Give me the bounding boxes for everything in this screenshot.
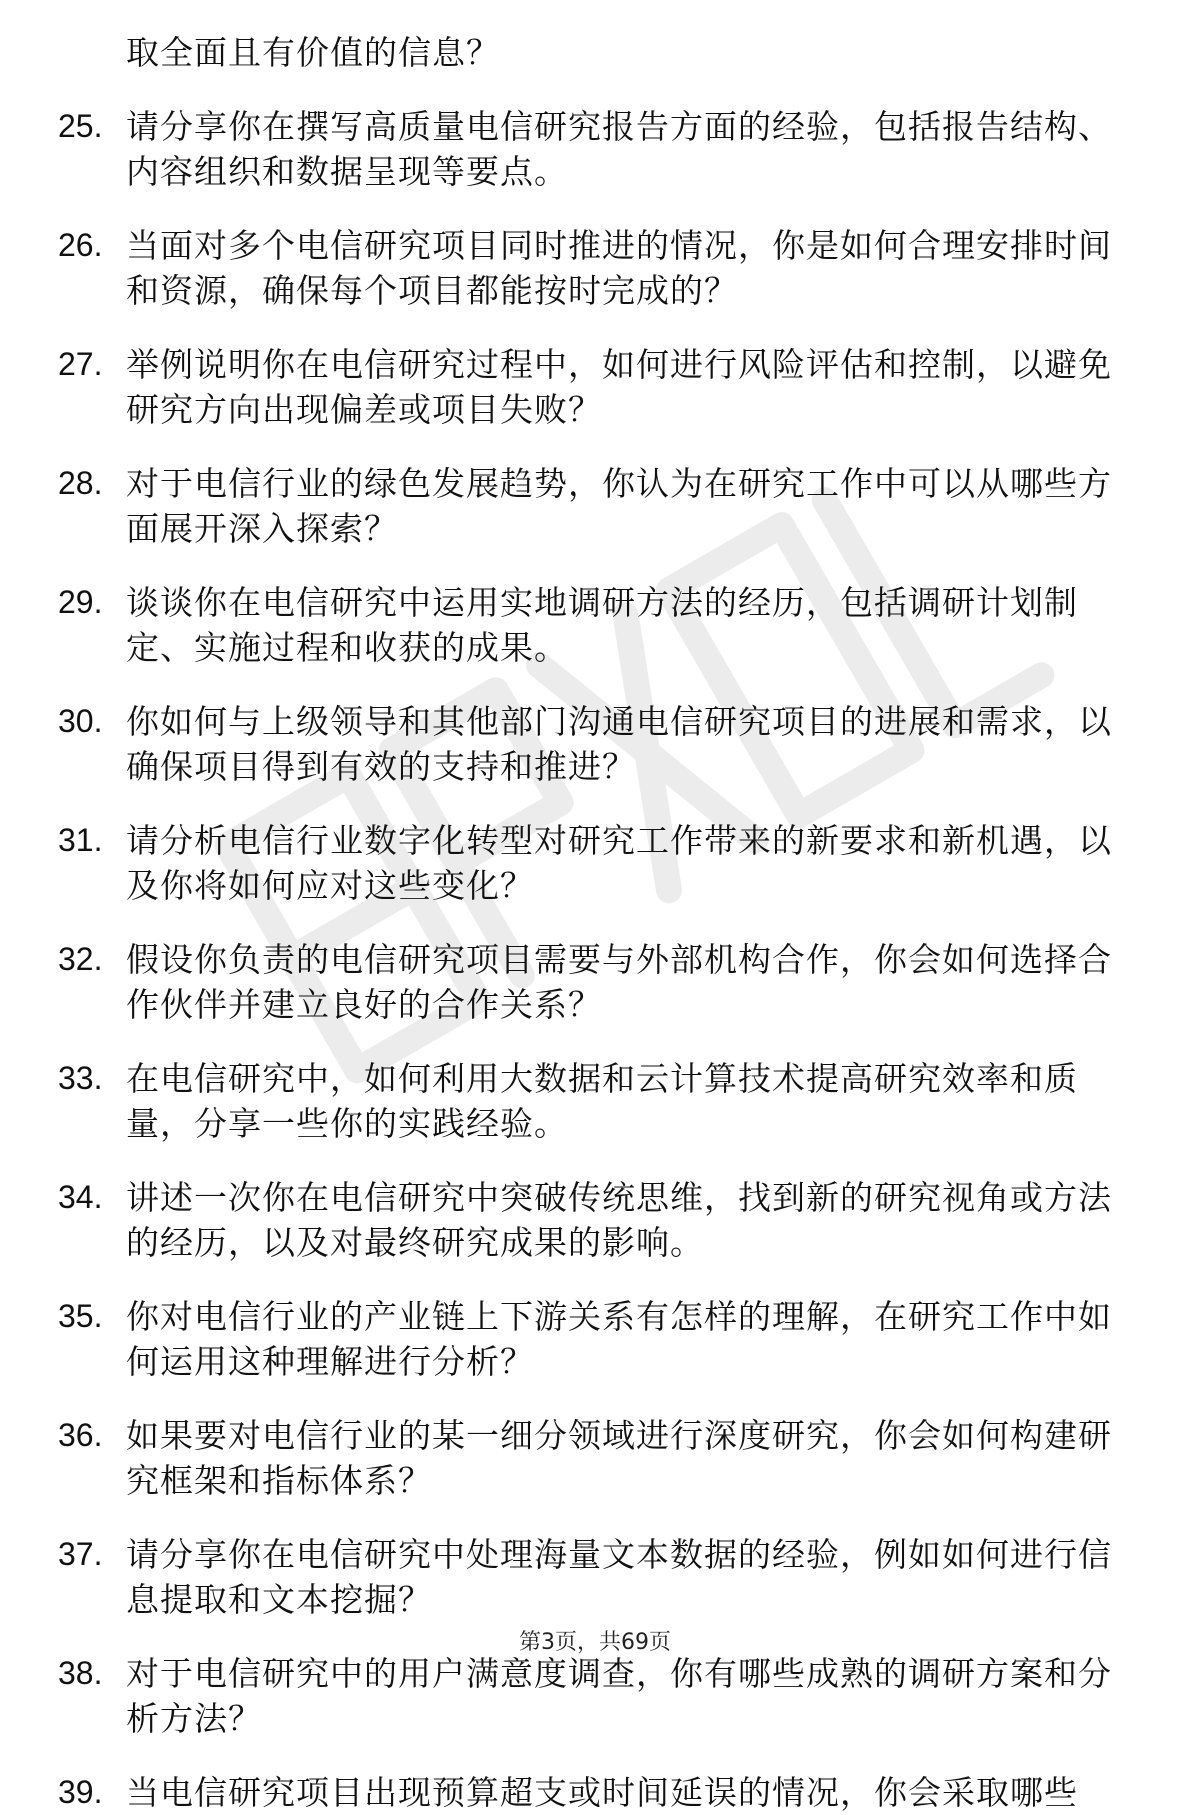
item-text: 假设你负责的电信研究项目需要与外部机构合作，你会如何选择合作伙伴并建立良好的合作关系？ [126,940,1112,1024]
list-item [58,1651,1138,1741]
item-number: 38. [58,1655,103,1691]
list-item [58,580,1138,670]
list-item [58,104,1138,194]
item-number: 39. [58,1774,103,1810]
page-number: 第3页，共69页 [519,1630,671,1655]
item-number: 37. [58,1536,103,1572]
list-item [58,1770,1138,1815]
item-number: 35. [58,1298,103,1334]
list-item [58,342,1138,432]
list-item [58,818,1138,908]
item-number: 29. [58,584,103,620]
list-item [58,1294,1138,1384]
item-text: 当电信研究项目出现预算超支或时间延误的情况，你会采取哪些 [126,1773,1078,1812]
list-item [58,1056,1138,1146]
item-text: 请分享你在电信研究中处理海量文本数据的经验，例如如何进行信息提取和文本挖掘？ [126,1535,1112,1619]
item-number: 31. [58,822,103,858]
list-item [58,937,1138,1027]
item-text: 请分析电信行业数字化转型对研究工作带来的新要求和新机遇，以及你将如何应对这些变化？ [126,821,1112,905]
item-number: 30. [58,703,103,739]
list-item [58,1175,1138,1265]
item-number: 36. [58,1417,103,1453]
item-text: 讲述一次你在电信研究中突破传统思维，找到新的研究视角或方法的经历，以及对最终研究成果的影响。 [126,1178,1112,1262]
list-item [58,1413,1138,1503]
item-text: 你如何与上级领导和其他部门沟通电信研究项目的进展和需求，以确保项目得到有效的支持和推进？ [126,702,1112,786]
item-text: 如果要对电信行业的某一细分领域进行深度研究，你会如何构建研究框架和指标体系？ [126,1416,1112,1500]
question-list [58,30,1138,1815]
item-number: 26. [58,227,103,263]
item-text: 对于电信研究中的用户满意度调查，你有哪些成熟的调研方案和分析方法？ [126,1654,1112,1738]
item-text: 举例说明你在电信研究过程中，如何进行风险评估和控制，以避免研究方向出现偏差或项目失败？ [126,345,1112,429]
item-text: 在电信研究中，如何利用大数据和云计算技术提高研究效率和质量，分享一些你的实践经验。 [126,1059,1078,1143]
item-number: 25. [58,108,103,144]
item-number: 32. [58,941,103,977]
item-number: 27. [58,346,103,382]
list-item [58,1532,1138,1622]
list-item [58,461,1138,551]
item-number: 34. [58,1179,103,1215]
list-item [58,223,1138,313]
item-text: 你对电信行业的产业链上下游关系有怎样的理解，在研究工作中如何运用这种理解进行分析？ [126,1297,1112,1381]
item-number: 33. [58,1060,103,1096]
continued-text: 取全面且有价值的信息？ [126,33,500,72]
list-item [58,699,1138,789]
item-text: 对于电信行业的绿色发展趋势，你认为在研究工作中可以从哪些方面展开深入探索？ [126,464,1112,548]
item-text: 谈谈你在电信研究中运用实地调研方法的经历，包括调研计划制定、实施过程和收获的成果。 [126,583,1078,667]
item-text: 请分享你在撰写高质量电信研究报告方面的经验，包括报告结构、内容组织和数据呈现等要点。 [126,107,1112,191]
item-number: 28. [58,465,103,501]
item-text: 当面对多个电信研究项目同时推进的情况，你是如何合理安排时间和资源，确保每个项目都能按时完成的？ [126,226,1112,310]
